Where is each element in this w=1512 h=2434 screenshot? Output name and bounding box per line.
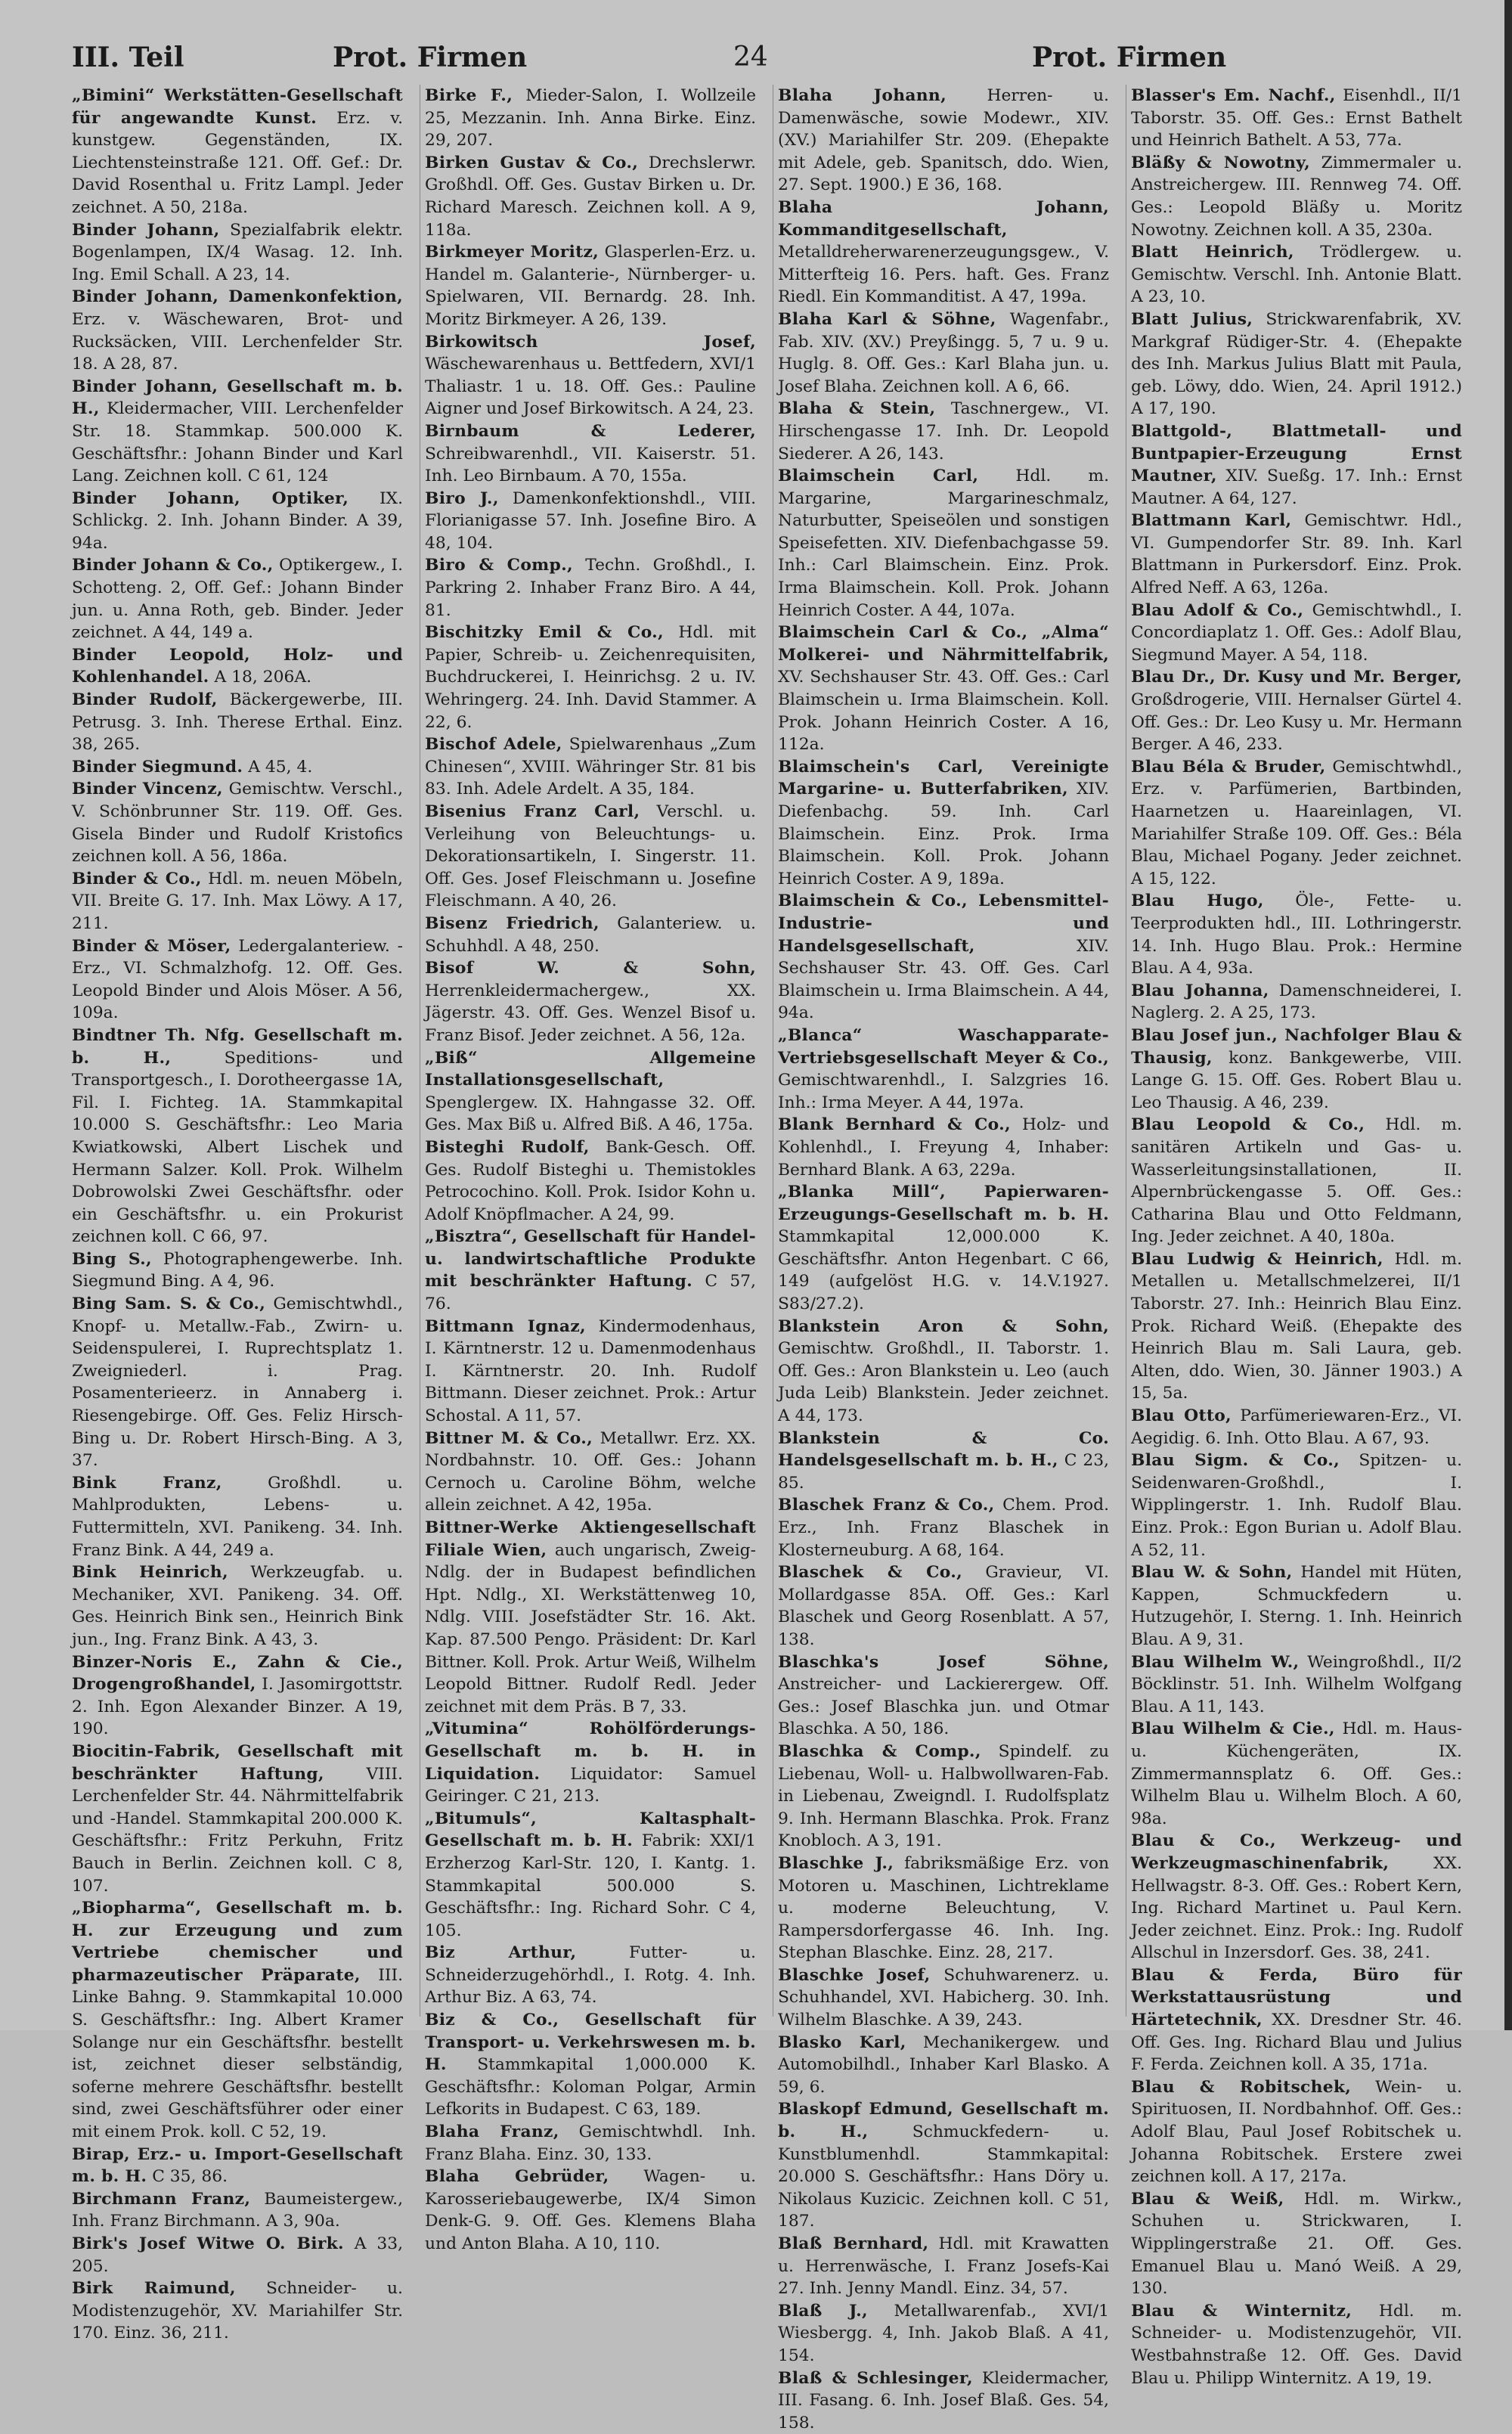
directory-entry — [72, 85, 403, 219]
firm-details: konz. Bankgewerbe, VIII. Lange G. 15. Off. Ges. Robert Blau u. Leo Thausig. A 46, 239. — [1131, 1048, 1462, 1112]
column-3 — [773, 85, 1114, 2432]
firm-name: Birchmann Franz, — [72, 2189, 251, 2209]
firm-details: Schuhwarenerz. u. Schuhhandel, XVI. Habicherg. 30. Inh. Wilhelm Blaschke. A 39, 243. — [778, 1965, 1109, 2030]
firm-details: Gemischtwarenhdl., I. Salzgries 16. Inh.: Irma Meyer. A 44, 197a. — [778, 1071, 1109, 1112]
column-2 — [420, 85, 761, 2253]
firm-details: Futter- u. Schneiderzugehörhdl., I. Rotg. 4. Inh. Arthur Biz. A 63, 74. — [425, 1943, 756, 2008]
firm-name: Binder Siegmund. — [72, 757, 243, 777]
firm-name: Blaschke Josef, — [778, 1965, 931, 1985]
firm-name: Birkmeyer Moritz, — [425, 243, 600, 262]
firm-name: Binder Vincenz, — [72, 780, 223, 799]
directory-entry — [1131, 1405, 1462, 1450]
directory-entry — [778, 1651, 1109, 1741]
directory-entry — [778, 756, 1109, 891]
firm-name: Blaß & Schlesinger, — [778, 2368, 973, 2388]
firm-name: Birnbaum & Lederer, — [425, 421, 756, 441]
directory-entry — [778, 1494, 1109, 1561]
directory-entry — [425, 241, 756, 330]
firm-details: Schreibwarenhdl., VII. Kaiserstr. 51. Inh. Leo Birnbaum. A 70, 155a. — [425, 444, 756, 486]
directory-entry — [778, 309, 1109, 398]
directory-entry — [72, 488, 403, 555]
directory-entry — [778, 465, 1109, 622]
directory-entry — [778, 2098, 1109, 2233]
entry-columns — [72, 85, 1467, 2432]
firm-details: Metalldreherwarenerzeugungsgew., V. Mitterfteig 16. Pers. haft. Ges. Franz Riedl. Ein Kommanditist. A 47, 199a. — [778, 243, 1109, 307]
directory-entry — [1131, 980, 1462, 1025]
firm-details: Gemischtwr. Hdl., VI. Gumpendorfer Str. 89. Inh. Karl Blattmann in Purkersdorf. Einz. Prok. Alfred Neff. A 63, 126a. — [1131, 511, 1462, 598]
firm-name: Blank Bernhard & Co., — [778, 1115, 1011, 1135]
firm-details: Gemischtwhdl., Knopf- u. Metallw.-Fab., Zwirn- u. Seidenspulerei, I. Ruprechtsplatz 1. Zweigniederl. i. Prag. Posamenterieerz. in Annaberg i. Riesengebirge. Off. Ges. Feliz Hirsch-Bing u. Dr. Robert Hirsch-Bing. A 3, 37. — [72, 1295, 403, 1471]
firm-details: Galanteriew. u. Schuhhdl. A 48, 250. — [425, 913, 756, 956]
directory-entry — [778, 1025, 1109, 1114]
firm-name: Blau Dr., Dr. Kusy und Mr. Berger, — [1131, 668, 1462, 687]
firm-name: Bink Heinrich, — [72, 1563, 228, 1583]
firm-name: Bisteghi Rudolf, — [425, 1137, 590, 1157]
directory-entry — [1131, 1718, 1462, 1830]
directory-entry — [425, 1047, 756, 1136]
firm-name: Binder & Möser, — [72, 936, 231, 956]
directory-entry — [1131, 2188, 1462, 2300]
directory-entry — [72, 2277, 403, 2345]
firm-details: Erz. v. Wäschewaren, Brot- und Rucksäcken, VIII. Lerchenfelder Str. 18. A 28, 87. — [72, 309, 403, 374]
firm-name: Birkowitsch Josef, — [425, 332, 756, 352]
directory-entry — [72, 2233, 403, 2277]
firm-name: „Vitumina“ Rohölförderungs-Gesellschaft m. b. H. in Liquidation. — [425, 1719, 756, 1784]
directory-entry — [72, 376, 403, 488]
firm-name: Biro J., — [425, 488, 499, 508]
firm-name: „Blanka Mill“, Papierwaren-Erzeugungs-Gesellschaft m. b. H. — [778, 1183, 1109, 1224]
directory-entry — [72, 778, 403, 867]
directory-entry — [72, 286, 403, 375]
firm-name: Blatt Julius, — [1131, 309, 1253, 329]
firm-details: Glasperlen-Erz. u. Handel m. Galanterie-, Nürnberger- u. Spielwaren, VII. Bernardg. 28. Inh. Moritz Birkmeyer. A 26, 139. — [425, 243, 756, 329]
firm-details: Metallwarenfab., XVI/1 Wiesbergg. 4, Inh. Jakob Blaß. A 41, 154. — [778, 2301, 1109, 2365]
directory-entry — [778, 1114, 1109, 1181]
firm-details: A 33, 205. — [72, 2234, 404, 2276]
firm-details: Hdl. m. Haus- u. Küchengeräten, IX. Zimmermannsplatz 6. Off. Ges.: Wilhelm Blau u. Wilhelm Bloch. A 60, 98a. — [1131, 1719, 1462, 1828]
column-1 — [72, 85, 407, 2343]
directory-entry — [425, 1808, 756, 1943]
firm-details: A 45, 4. — [248, 757, 313, 777]
directory-entry — [72, 1741, 403, 1897]
directory-entry — [72, 1025, 403, 1248]
directory-entry — [425, 152, 756, 241]
firm-name: Blaha Johann, Kommanditgesellschaft, — [778, 197, 1109, 240]
directory-entry — [72, 2144, 403, 2188]
directory-entry — [425, 801, 756, 913]
directory-entry — [778, 1181, 1109, 1316]
firm-name: Blau & Ferda, Büro für Werkstattausrüstung und Härtetechnik, — [1131, 1965, 1462, 2030]
firm-details: Kindermodenhaus, I. Kärntnerstr. 12 u. Damenmodenhaus I. Kärntnerstr. 20. Inh. Rudolf Bittmann. Dieser zeichnet. Prok.: Artur Schostal. A 11, 57. — [425, 1316, 756, 1426]
firm-details: Wagen- u. Karosseriebaugewerbe, IX/4 Simon Denk-G. 9. Off. Ges. Klemens Blaha und Anton Blaha. A 10, 110. — [425, 2167, 756, 2253]
firm-name: Bittner M. & Co., — [425, 1428, 593, 1448]
firm-name: Biro & Comp., — [425, 556, 573, 575]
directory-entry — [72, 1897, 403, 2144]
firm-details: C 35, 86. — [152, 2167, 228, 2187]
directory-entry — [1131, 420, 1462, 510]
directory-entry — [425, 622, 756, 733]
directory-entry — [425, 1136, 756, 1226]
firm-name: Birap, Erz.- u. Import-Gesellschaft m. b. H. — [72, 2144, 403, 2187]
firm-name: Bing S., — [72, 1249, 152, 1269]
firm-name: Birke F., — [425, 86, 513, 105]
firm-details: Damenkonfektionshdl., VIII. Florianigasse 57. Inh. Josefine Biro. A 48, 104. — [425, 488, 757, 553]
firm-name: Blau & Robitschek, — [1131, 2077, 1352, 2097]
directory-entry — [1131, 1450, 1462, 1561]
firm-name: Biocitin-Fabrik, Gesellschaft mit beschränkter Haftung, — [72, 1741, 403, 1784]
directory-entry — [778, 2032, 1109, 2099]
directory-entry — [425, 733, 756, 801]
firm-details: Erz. v. kunstgew. Gegenständen, IX. Liechtensteinstraße 121. Off. Gef.: Dr. David Rosenthal u. Fritz Lampl. Jeder zeichnet. A 50, 218a. — [72, 108, 403, 217]
firm-name: Blankstein Aron & Sohn, — [778, 1316, 1109, 1336]
firm-name: Blaschke J., — [778, 1853, 894, 1873]
firm-name: Bindtner Th. Nfg. Gesellschaft m. b. H., — [72, 1025, 403, 1068]
firm-details: Wagenfabr., Fab. XIV. (XV.) Preyßingg. 5, 7 u. 9 u. Huglg. 8. Off. Ges.: Karl Blaha jun. u. Josef Blaha. Zeichnen koll. A 6, 66. — [778, 309, 1109, 396]
firm-details: III. Linke Bahng. 9. Stammkapital 10.000 S. Geschäftsfhr.: Ing. Albert Kramer Solange nur ein Geschäftsfhr. bestellt ist, zeichnet dieser selbständig, soferne mehrere Geschäftsfhr. bestellt sind, zwei Geschäftsführer oder einer mit einem Prok. koll. C 52, 19. — [72, 1965, 403, 2142]
firm-name: Binder Johann, Damenkonfektion, — [72, 287, 403, 307]
directory-entry — [1131, 1964, 1462, 2076]
firm-name: Blau Wilhelm & Cie., — [1131, 1719, 1335, 1739]
directory-entry — [778, 2367, 1109, 2434]
firm-name: Birk Raimund, — [72, 2279, 236, 2299]
firm-details: Kleidermacher, VIII. Lerchenfelder Str. 18. Stammkap. 500.000 K. Geschäftsfhr.: Johann Binder und Karl Lang. Zeichnen koll. C 61, 124 — [72, 399, 403, 486]
firm-details: Herren- u. Damenwäsche, sowie Modewr., XIV. (XV.) Mariahilfer Str. 209. (Ehepakte mit Adele, geb. Spanitsch, ddo. Wien, 27. Sept. 1900.) E 36, 168. — [778, 86, 1109, 195]
firm-name: Blaimschein Carl & Co., „Alma“ Molkerei- und Nährmittelfabrik, — [778, 623, 1109, 665]
directory-entry — [1131, 152, 1462, 241]
firm-name: Bink Franz, — [72, 1473, 222, 1493]
firm-details: Verschl. u. Verleihung von Beleuchtungs- u. Dekorationsartikeln, I. Singerstr. 11. Off. Ges. Josef Fleischmann u. Josefine Fleischmann. A 40, 26. — [425, 802, 756, 911]
firm-details: Holz- und Kohlenhdl., I. Freyung 4, Inhaber: Bernhard Blank. A 63, 229a. — [778, 1115, 1109, 1180]
firm-name: Bisenz Friedrich, — [425, 913, 600, 933]
firm-name: Bittner-Werke Aktiengesellschaft Filiale Wien, — [425, 1518, 756, 1560]
firm-name: Blaha Gebrüder, — [425, 2167, 609, 2187]
firm-name: Blatt Heinrich, — [1131, 243, 1294, 262]
firm-details: Herrenkleidermachergew., XX. Jägerstr. 43. Off. Ges. Wenzel Bisof u. Franz Bisof. Jeder zeichnet. A 56, 12a. — [425, 981, 756, 1045]
firm-name: Blau Sigm. & Co., — [1131, 1451, 1340, 1471]
firm-name: Blaschka's Josef Söhne, — [778, 1652, 1109, 1672]
firm-details: Zimmermaler u. Anstreichergew. III. Rennweg 74. Off. Ges.: Leopold Bläßy u. Moritz Nowotny. Zeichnen koll. A 35, 230a. — [1131, 153, 1462, 240]
directory-entry — [1131, 2300, 1462, 2389]
firm-details: Drechslerwr. Großhdl. Off. Ges. Gustav Birken u. Dr. Richard Maresch. Zeichnen koll. A 9, 118a. — [425, 153, 756, 240]
firm-name: Birk's Josef Witwe O. Birk. — [72, 2234, 344, 2253]
firm-details: Wein- u. Spirituosen, II. Nordbahnhof. Off. Ges.: Adolf Blau, Paul Josef Robitschek u. Johanna Robitschek. Erstere zwei zeichnen koll. A 17, 217a. — [1131, 2077, 1463, 2187]
firm-details: Bäckergewerbe, III. Petrusg. 3. Inh. Therese Erthal. Einz. 38, 265. — [72, 690, 403, 755]
firm-name: Blaschka & Comp., — [778, 1741, 981, 1761]
firm-details: IX. Schlickg. 2. Inh. Johann Binder. A 39, 94a. — [72, 488, 403, 553]
directory-entry — [1131, 1561, 1462, 1651]
directory-entry — [72, 1293, 403, 1472]
firm-details: Hdl. m. neuen Möbeln, VII. Breite G. 17. Inh. Max Löwy. A 17, 211. — [72, 869, 403, 933]
firm-name: Bisof W. & Sohn, — [425, 959, 756, 978]
firm-name: „Bisztra“, Gesellschaft für Handel- u. landwirtschaftliche Produkte mit beschränkter Haftung. — [425, 1227, 756, 1291]
firm-details: A 18, 206A. — [214, 668, 312, 687]
firm-details: VIII. Lerchenfelder Str. 44. Nährmittelfabrik und -Handel. Stammkapital 200.000 K. Geschäftsfhr.: Fritz Perkuhn, Fritz Bauch in Berlin. Zeichnen koll. C 8, 107. — [72, 1764, 403, 1896]
firm-details: Strickwarenfabrik, XV. Markgraf Rüdiger-Str. 4. (Ehepakte des Inh. Markus Julius Blatt mit Paula, geb. Löwy, ddo. Wien, 24. April 1912.) A 17, 190. — [1131, 309, 1462, 419]
directory-entry — [425, 1316, 756, 1428]
firm-name: Blau Johanna, — [1131, 981, 1269, 1000]
firm-name: Bing Sam. S. & Co., — [72, 1295, 266, 1314]
directory-entry — [1131, 1248, 1462, 1405]
directory-entry — [72, 1248, 403, 1293]
firm-details: C 57, 76. — [425, 1272, 756, 1314]
column-4 — [1126, 85, 1467, 2388]
firm-name: Blattmann Karl, — [1131, 511, 1292, 531]
firm-details: Spitzen- u. Seidenwaren-Großhdl., I. Wipplingerstr. 1. Inh. Rudolf Blau. Einz. Prok.: Egon Burian u. Adolf Blau. A 52, 11. — [1131, 1451, 1462, 1560]
directory-entry — [1131, 666, 1462, 755]
directory-entry — [1131, 1651, 1462, 1719]
firm-details: Eisenhdl., II/1 Taborstr. 35. Off. Ges.: Ernst Bathelt und Heinrich Bathelt. A 53, 77a. — [1131, 86, 1462, 150]
firm-details: Parfümeriewaren-Erz., VI. Aegidig. 6. Inh. Otto Blau. A 67, 93. — [1131, 1406, 1462, 1448]
firm-details: Hdl. mit Krawatten u. Herrenwäsche, I. Franz Josefs-Kai 27. Inh. Jenny Mandl. Einz. 34, 57. — [778, 2234, 1109, 2299]
firm-details: Hdl. m. Schneider- u. Modistenzugehör, VII. Westbahnstraße 12. Off. Ges. David Blau u. Philipp Winternitz. A 19, 19. — [1131, 2301, 1462, 2388]
firm-name: Blaimschein's Carl, Vereinigte Margarine- u. Butterfabriken, — [778, 757, 1109, 799]
firm-details: fabriksmäßige Erz. von Motoren u. Maschinen, Lichtreklame u. moderne Beleuchtung, V. Rampersdorfergasse 46. Inh. Ing. Stephan Blaschke. Einz. 28, 217. — [778, 1853, 1109, 1963]
directory-entry — [425, 554, 756, 622]
directory-entry — [1131, 890, 1462, 979]
firm-details: Gemischtwhdl., I. Concordiaplatz 1. Off. Ges.: Adolf Blau, Siegmund Mayer. A 54, 118. — [1131, 600, 1462, 665]
directory-entry — [425, 1226, 756, 1315]
firm-details: Metallwr. Erz. XX. Nordbahnstr. 10. Off. Ges.: Johann Cernoch u. Caroline Böhm, welche allein zeichnet. A 42, 195a. — [425, 1428, 756, 1515]
directory-entry — [1131, 309, 1462, 420]
firm-details: Liquidator: Samuel Geiringer. C 21, 213. — [425, 1764, 756, 1806]
firm-name: Bittmann Ignaz, — [425, 1316, 586, 1336]
firm-name: Biz Arthur, — [425, 1943, 577, 1963]
firm-details: Kleidermacher, III. Fasang. 6. Inh. Josef Blaß. Ges. 54, 158. — [778, 2368, 1109, 2432]
firm-details: Anstreicher- und Lackierergew. Off. Ges.: Josef Blaschka jun. und Otmar Blaschka. A 50, 186. — [778, 1675, 1109, 1739]
directory-entry — [72, 554, 403, 643]
directory-entry — [778, 1964, 1109, 2032]
directory-entry — [778, 398, 1109, 465]
directory-entry — [1131, 241, 1462, 309]
directory-entry — [425, 488, 756, 555]
directory-entry — [425, 331, 756, 420]
directory-entry — [72, 935, 403, 1025]
directory-entry — [425, 2009, 756, 2121]
firm-details: Öle-, Fette- u. Teerprodukten hdl., III. Lothringerstr. 14. Inh. Hugo Blau. Prok.: Hermine Blau. A 4, 93a. — [1131, 891, 1462, 978]
firm-name: Blaß Bernhard, — [778, 2234, 929, 2253]
firm-name: Blasko Karl, — [778, 2032, 906, 2052]
firm-name: Blau Otto, — [1131, 1406, 1232, 1426]
firm-name: Blaimschein Carl, — [778, 467, 979, 486]
firm-name: „Bitumuls“, Kaltasphalt-Gesellschaft m. b. H. — [425, 1809, 756, 1851]
firm-details: Photographengewerbe. Inh. Siegmund Bing. A 4, 96. — [72, 1249, 403, 1291]
directory-entry — [1131, 1114, 1462, 1248]
firm-details: Gemischtwhdl. Inh. Franz Blaha. Einz. 30, 133. — [425, 2122, 756, 2164]
firm-details: XIV. Sechshauser Str. 43. Off. Ges. Carl Blaimschein u. Irma Blaimschein. A 44, 94a. — [778, 936, 1109, 1023]
directory-entry — [72, 689, 403, 756]
firm-details: Bank-Gesch. Off. Ges. Rudolf Bisteghi u. Themistokles Petrocochino. Koll. Prok. Isidor Kohn u. Adolf Knöpflmacher. A 24, 99. — [425, 1137, 756, 1224]
directory-entry — [1131, 600, 1462, 667]
directory-entry — [425, 1942, 756, 2009]
firm-name: Blaha Johann, — [778, 86, 947, 105]
part-label: III. Teil — [72, 42, 184, 73]
firm-name: „Blanca“ Waschapparate-Vertriebsgesellschaft Meyer & Co., — [778, 1025, 1109, 1068]
firm-name: Binder Johann & Co., — [72, 556, 274, 575]
directory-entry — [1131, 510, 1462, 599]
directory-entry — [72, 1561, 403, 1651]
firm-details: Spielwarenhaus „Zum Chinesen“, XVIII. Währinger Str. 81 bis 83. Inh. Adele Ardelt. A 35, 184. — [425, 735, 756, 799]
firm-details: Stammkapital 1,000.000 K. Geschäftsfhr.: Koloman Polgar, Armin Lefkorits in Budapest. C 63, 189. — [425, 2055, 756, 2119]
directory-entry — [1131, 1830, 1462, 1964]
directory-entry — [778, 622, 1109, 756]
firm-details: Speditions- und Transportgesch., I. Dorotheergasse 1A, Fil. I. Fichteg. 1A. Stammkapital 10.000 S. Geschäftsfhr.: Leo Maria Kwiatkowski, Albert Lischek und Hermann Salzer. Koll. Prok. Wilhelm Dobrowolski Zwei Geschäftsfhr. oder ein Geschäftsfhr. u. ein Prokurist zeichnen koll. C 66, 97. — [72, 1048, 403, 1247]
firm-name: Bisenius Franz Carl, — [425, 802, 640, 821]
firm-details: Baumeistergew., Inh. Franz Birchmann. A 3, 90a. — [72, 2189, 403, 2231]
firm-name: Blaimschein & Co., Lebensmittel-Industrie- und Handelsgesellschaft, — [778, 891, 1109, 956]
firm-name: Binder Leopold, Holz- und Kohlenhandel. — [72, 645, 403, 687]
firm-name: Blasser's Em. Nachf., — [1131, 86, 1336, 105]
firm-name: Blau Josef jun., Nachfolger Blau & Thausig, — [1131, 1025, 1462, 1068]
firm-name: Blau W. & Sohn, — [1131, 1563, 1293, 1583]
firm-name: Binder Johann, — [72, 220, 220, 240]
directory-entry — [778, 1853, 1109, 1964]
firm-details: Spezialfabrik elektr. Bogenlampen, IX/4 Wasag. 12. Inh. Ing. Emil Schall. A 23, 14. — [72, 220, 403, 284]
directory-entry — [778, 85, 1109, 197]
firm-details: Spenglergew. IX. Hahngasse 32. Off. Ges. Max Biß u. Alfred Biß. A 46, 175a. — [425, 1093, 756, 1135]
firm-details: auch ungarisch, Zweig-Ndlg. der in Budapest befindlichen Hpt. Ndlg., XI. Werkstättenweg 10, Ndlg. VIII. Josefstädter Str. 16. Akt. Kap. 87.500 Pengo. Präsident: Dr. Karl Bittner. Koll. Prok. Artur Weiß, Wilhelm Leopold Bittner. Rudolf Redl. Jeder zeichnet mit dem Präs. B 7, 33. — [425, 1540, 756, 1716]
firm-details: Mechanikergew. und Automobilhdl., Inhaber Karl Blasko. A 59, 6. — [778, 2032, 1109, 2097]
directory-entry — [1131, 756, 1462, 891]
directory-entry — [778, 1316, 1109, 1428]
firm-details: Wäschewarenhaus u. Bettfedern, XVI/1 Thaliastr. 1 u. 18. Off. Ges.: Pauline Aigner und Josef Birkowitsch. A 24, 23. — [425, 355, 756, 419]
directory-entry — [778, 890, 1109, 1025]
directory-entry — [425, 420, 756, 488]
directory-entry — [425, 957, 756, 1046]
firm-details: C 23, 85. — [778, 1451, 1109, 1493]
firm-details: Großhdl. u. Mahlprodukten, Lebens- u. Futtermitteln, XVI. Panikeng. 34. Inh. Franz Bink. A 44, 249 a. — [72, 1473, 403, 1560]
firm-details: Gemischtw. Großhdl., II. Taborstr. 1. Off. Ges.: Aron Blankstein u. Leo (auch Juda Leib) Blankstein. Jeder zeichnet. A 44, 173. — [778, 1339, 1109, 1426]
page-number: 24 — [733, 42, 768, 73]
directory-entry — [778, 1428, 1109, 1495]
directory-entry — [425, 2166, 756, 2255]
firm-details: XX. Dresdner Str. 46. Off. Ges. Ing. Richard Blau und Julius F. Ferda. Zeichnen koll. A 35, 171a. — [1131, 2011, 1462, 2075]
firm-details: Großdrogerie, VIII. Hernalser Gürtel 4. Off. Ges.: Dr. Leo Kusy u. Mr. Hermann Berger. A 46, 233. — [1131, 690, 1462, 755]
firm-name: Blankstein & Co. Handelsgesellschaft m. b. H., — [778, 1428, 1109, 1471]
firm-details: Gemischtwhdl., Erz. v. Parfümerien, Bartbinden, Haarnetzen u. Haareinlagen, VI. Mariahilfer Straße 109. Off. Ges.: Béla Blau, Michael Pogany. Jeder zeichnet. A 15, 122. — [1131, 757, 1462, 888]
directory-entry — [1131, 2076, 1462, 2188]
firm-details: Hdl. m. Margarine, Margarineschmalz, Naturbutter, Speiseölen und sonstigen Speisefetten. XIV. Diefenbachgasse 59. Inh.: Carl Blaimschein. Einz. Prok. Irma Blaimschein. Koll. Prok. Johann Heinrich Coster. A 44, 107a. — [778, 467, 1110, 620]
firm-details: Trödlergew. u. Gemischtw. Verschl. Inh. Antonie Blatt. A 23, 10. — [1131, 243, 1462, 307]
firm-name: Binder Johann, Optiker, — [72, 488, 349, 508]
firm-name: Blau & Winternitz, — [1131, 2301, 1352, 2321]
firm-details: Werkzeugfab. u. Mechaniker, XVI. Panikeng. 34. Off. Ges. Heinrich Bink sen., Heinrich Bink jun., Ing. Franz Bink. A 43, 3. — [72, 1563, 403, 1649]
firm-name: Blattgold-, Blattmetall- und Buntpapier-Erzeugung Ernst Mautner, — [1131, 421, 1462, 486]
firm-details: XIV. Sueßg. 17. Inh.: Ernst Mautner. A 64, 127. — [1131, 467, 1463, 508]
firm-details: Mieder-Salon, I. Wollzeile 25, Mezzanin. Inh. Anna Birke. Einz. 29, 207. — [425, 86, 756, 150]
firm-name: Birken Gustav & Co., — [425, 153, 639, 172]
firm-name: Binder Johann, Gesellschaft m. b. H., — [72, 377, 403, 419]
firm-name: Blaschek Franz & Co., — [778, 1496, 995, 1515]
firm-details: Stammkapital 12,000.000 K. Geschäftsfhr. Anton Hegenbart. C 66, 149 (aufgelöst H.G. v. 14.V.1927. S83/27.2). — [778, 1227, 1109, 1314]
directory-entry — [778, 197, 1109, 309]
firm-details: Hdl. m. Metallen u. Metallschmelzerei, II/1 Taborstr. 27. Inh.: Heinrich Blau Einz. Prok. Richard Weiß. (Ehepakte des Heinrich Blau m. Sali Laura, geb. Alten, ddo. Wien, 30. Jänner 1903.) A 15, 5a. — [1131, 1249, 1463, 1403]
running-title-left: Prot. Firmen — [333, 42, 528, 73]
firm-name: Blaha & Stein, — [778, 399, 936, 419]
firm-details: Hdl. m. Wirkw., Schuhen u. Strickwaren, I. Wipplingerstraße 21. Off. Ges. Emanuel Blau u. Manó Weiß. A 29, 130. — [1131, 2189, 1462, 2299]
directory-entry — [1131, 85, 1462, 152]
firm-details: Hdl. mit Papier, Schreib- u. Zeichenrequisiten, Buchdruckerei, I. Heinrichsg. 2 u. IV. Wehringerg. 24. Inh. David Stammer. A 22, 6. — [425, 623, 756, 732]
firm-details: Chem. Prod. Erz., Inh. Franz Blaschek in Klosterneuburg. A 68, 164. — [778, 1496, 1109, 1560]
page-header — [72, 42, 1470, 79]
directory-entry — [72, 1651, 403, 1741]
firm-details: Gemischtw. Verschl., V. Schönbrunner Str. 119. Off. Ges. Gisela Binder und Rudolf Kristofics zeichnen koll. A 56, 186a. — [72, 780, 404, 867]
firm-name: Blau Wilhelm W., — [1131, 1652, 1300, 1672]
firm-name: Blau Hugo, — [1131, 891, 1264, 911]
directory-entry — [778, 1741, 1109, 1853]
directory-entry — [425, 913, 756, 957]
directory-entry — [425, 1718, 756, 1807]
firm-name: Binder & Co., — [72, 869, 202, 888]
firm-name: Blaha Franz, — [425, 2122, 559, 2142]
firm-name: Binder Rudolf, — [72, 690, 218, 710]
firm-details: Schmuckfedern- u. Kunstblumenhdl. Stammkapital: 20.000 S. Geschäftsfhr.: Hans Döry u. Nikolaus Kuzicic. Zeichnen koll. C 51, 187. — [778, 2122, 1109, 2231]
directory-entry — [425, 2121, 756, 2166]
firm-details: Handel mit Hüten, Kappen, Schmuckfedern u. Hutzugehör, I. Sterng. 1. Inh. Heinrich Blau. A 9, 31. — [1131, 1563, 1463, 1649]
firm-name: Blaskopf Edmund, Gesellschaft m. b. H., — [778, 2100, 1109, 2142]
page-edge — [1504, 0, 1512, 2030]
directory-entry — [72, 644, 403, 689]
directory-entry — [1131, 1025, 1462, 1114]
firm-name: Blau & Weiß, — [1131, 2189, 1284, 2209]
firm-name: Blau Ludwig & Heinrich, — [1131, 1249, 1383, 1269]
firm-name: „Bimini“ Werkstätten-Gesellschaft für angewandte Kunst. — [72, 86, 403, 128]
firm-name: Blaß J., — [778, 2301, 868, 2321]
directory-entry — [72, 868, 403, 935]
firm-details: Taschnergew., VI. Hirschengasse 17. Inh. Dr. Leopold Siederer. A 26, 143. — [778, 399, 1109, 464]
running-title-right: Prot. Firmen — [1032, 42, 1227, 73]
firm-details: Ledergalanteriew. - Erz., VI. Schmalzhofg. 12. Off. Ges. Leopold Binder und Alois Möser. A 56, 109a. — [72, 936, 404, 1023]
firm-details: Gravieur, VI. Mollardgasse 85A. Off. Ges.: Karl Blaschek und Georg Rosenblatt. A 57, 138. — [778, 1563, 1109, 1649]
directory-entry — [72, 219, 403, 287]
firm-name: „Biopharma“, Gesellschaft m. b. H. zur Erzeugung und zum Vertriebe chemischer und pharmazeutischer Präparate, — [72, 1899, 403, 1985]
firm-details: Techn. Großhdl., I. Parkring 2. Inhaber Franz Biro. A 44, 81. — [425, 556, 756, 620]
firm-name: Blau Adolf & Co., — [1131, 600, 1304, 620]
firm-name: Bischof Adele, — [425, 735, 562, 755]
firm-details: Spindelf. zu Liebenau, Woll- u. Halbwollwaren-Fab. in Liebenau, Zweigndl. I. Rudolfsplatz 9. Inh. Hermann Blaschka. Prok. Franz Knobloch. A 3, 191. — [778, 1741, 1109, 1851]
directory-entry — [72, 2188, 403, 2233]
directory-entry — [425, 85, 756, 152]
firm-name: Binzer-Noris E., Zahn & Cie., Drogengroßhandel, — [72, 1652, 403, 1694]
firm-details: XIV. Diefenbachg. 59. Inh. Carl Blaimschein. Einz. Prok. Irma Blaimschein. Koll. Prok. Johann Heinrich Coster. A 9, 189a. — [778, 780, 1110, 888]
directory-entry — [72, 1472, 403, 1561]
firm-details: Weingroßhdl., II/2 Böcklinstr. 51. Inh. Wilhelm Wolfgang Blau. A 11, 143. — [1131, 1652, 1462, 1716]
firm-details: XX. Hellwagstr. 8-3. Off. Ges.: Robert Kern, Ing. Richard Martinet u. Paul Kern. Jeder zeichnet. Einz. Prok.: Ing. Rudolf Allschul in Inzersdorf. Ges. 38, 241. — [1131, 1853, 1462, 1963]
directory-entry — [778, 2300, 1109, 2367]
directory-entry — [778, 1561, 1109, 1651]
firm-name: Blaha Karl & Söhne, — [778, 309, 996, 329]
firm-name: Blaschek & Co., — [778, 1563, 963, 1583]
firm-name: Blau Leopold & Co., — [1131, 1115, 1365, 1135]
firm-details: I. Jasomirgottstr. 2. Inh. Egon Alexander Binzer. A 19, 190. — [72, 1675, 403, 1739]
firm-details: Schneider- u. Modistenzugehör, XV. Mariahilfer Str. 170. Einz. 36, 211. — [72, 2279, 403, 2343]
firm-details: Fabrik: XXI/1 Erzherzog Karl-Str. 120, I. Kantg. 1. Stammkapital 500.000 S. Geschäftsfhr.: Ing. Richard Sohr. C 4, 105. — [425, 1831, 756, 1940]
firm-name: Biz & Co., Gesellschaft für Transport- u. Verkehrswesen m. b. H. — [425, 2011, 756, 2075]
firm-name: Blau Béla & Bruder, — [1131, 757, 1326, 777]
firm-details: XV. Sechshauser Str. 43. Off. Ges.: Carl Blaimschein u. Irma Blaimschein. Koll. Prok. Johann Heinrich Coster. A 16, 112a. — [778, 668, 1109, 755]
firm-name: Bischitzky Emil & Co., — [425, 623, 664, 643]
firm-details: Damenschneiderei, I. Naglerg. 2. A 25, 173. — [1131, 981, 1462, 1023]
directory-entry — [72, 756, 403, 779]
directory-entry — [778, 2233, 1109, 2300]
directory-entry — [425, 1517, 756, 1718]
firm-name: „Biß“ Allgemeine Installationsgesellschaft, — [425, 1048, 756, 1090]
firm-name: Blau & Co., Werkzeug- und Werkzeugmaschinenfabrik, — [1131, 1831, 1462, 1873]
firm-details: Hdl. m. sanitären Artikeln und Gas- u. Wasserleitungsinstallationen, II. Alpernbrückengasse 5. Off. Ges.: Catharina Blau und Otto Feldmann, Ing. Jeder zeichnet. A 40, 180a. — [1131, 1115, 1463, 1247]
firm-details: Optikergew., I. Schotteng. 2, Off. Gef.: Johann Binder jun. u. Anna Roth, geb. Binder. Jeder zeichnet. A 44, 149 a. — [72, 556, 404, 643]
firm-name: Bläßy & Nowotny, — [1131, 153, 1310, 172]
directory-entry — [425, 1428, 756, 1517]
